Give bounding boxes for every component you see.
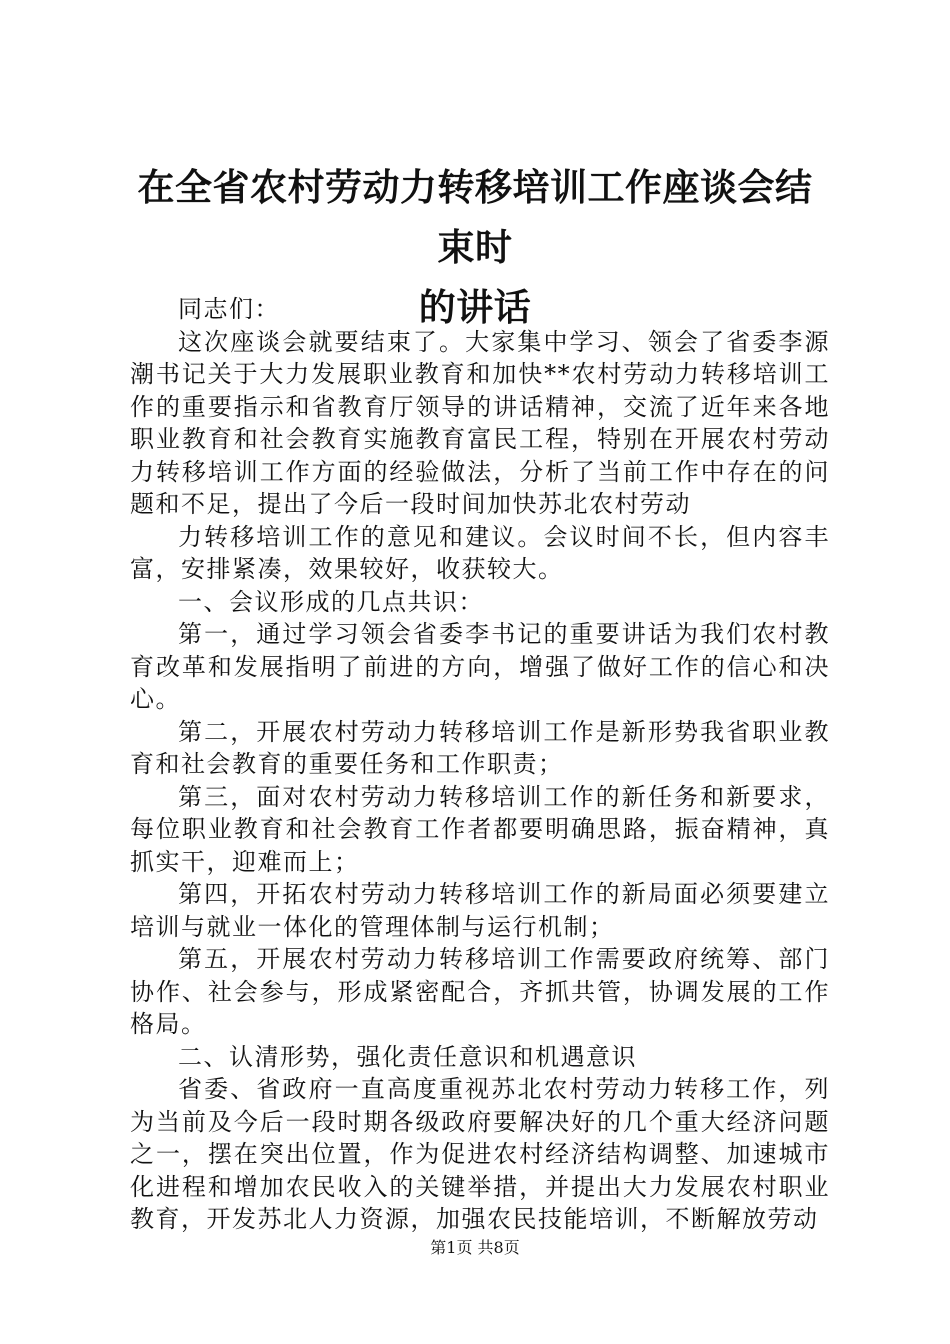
consensus-item-2: 第二，开展农村劳动力转移培训工作是新形势我省职业教育和社会教育的重要任务和工作职责； (130, 717, 830, 778)
paragraph-situation: 省委、省政府一直高度重视苏北农村劳动力转移工作，列为当前及今后一段时期各级政府要解决好的几个重大经济问题之一，摆在突出位置，作为促进农村经济结构调整、加速城市化进程和增加农民收入的关键举措，并提出大力发展农村职业教育，开发苏北人力资源，加强农民技能培训，不断解放劳动 (130, 1075, 830, 1233)
paragraph-intro-cont: 力转移培训工作的意见和建议。会议时间不长，但内容丰富，安排紧凑，效果较好，收获较大。 (130, 522, 830, 583)
section-heading-2: 二、认清形势，强化责任意识和机遇意识 (178, 1042, 637, 1071)
title-line-2: 的讲话 (418, 286, 532, 329)
salutation: 同志们： (178, 295, 280, 323)
page-number-footer: 第1页 共8页 (430, 1238, 520, 1257)
paragraph-intro: 这次座谈会就要结束了。大家集中学习、领会了省委李源潮书记关于大力发展职业教育和加快**农村劳动力转移培训工作的重要指示和省教育厅领导的讲话精神，交流了近年来各地职业教育和社会教育实施教育富民工程，特别在开展农村劳动力转移培训工作方面的经验做法，分析了当前工作中存在的问题和不足，提出了今后一段时间加快苏北农村劳动 (130, 327, 830, 518)
consensus-item-4: 第四，开拓农村劳动力转移培训工作的新局面必须要建立培训与就业一体化的管理体制与运行机制； (130, 880, 830, 941)
title-line-1: 在全省农村劳动力转移培训工作座谈会结束时 (137, 166, 813, 269)
consensus-item-3: 第三，面对农村劳动力转移培训工作的新任务和新要求，每位职业教育和社会教育工作者都要明确思路，振奋精神，真抓实干，迎难而上； (130, 782, 830, 876)
consensus-item-1: 第一，通过学习领会省委李书记的重要讲话为我们农村教育改革和发展指明了前进的方向，增强了做好工作的信心和决心。 (130, 620, 830, 713)
document-body (130, 293, 830, 1236)
section-heading-1: 一、会议形成的几点共识： (178, 587, 484, 616)
consensus-item-5: 第五，开展农村劳动力转移培训工作需要政府统筹、部门协作、社会参与，形成紧密配合，齐抓共管，协调发展的工作格局。 (130, 945, 830, 1038)
